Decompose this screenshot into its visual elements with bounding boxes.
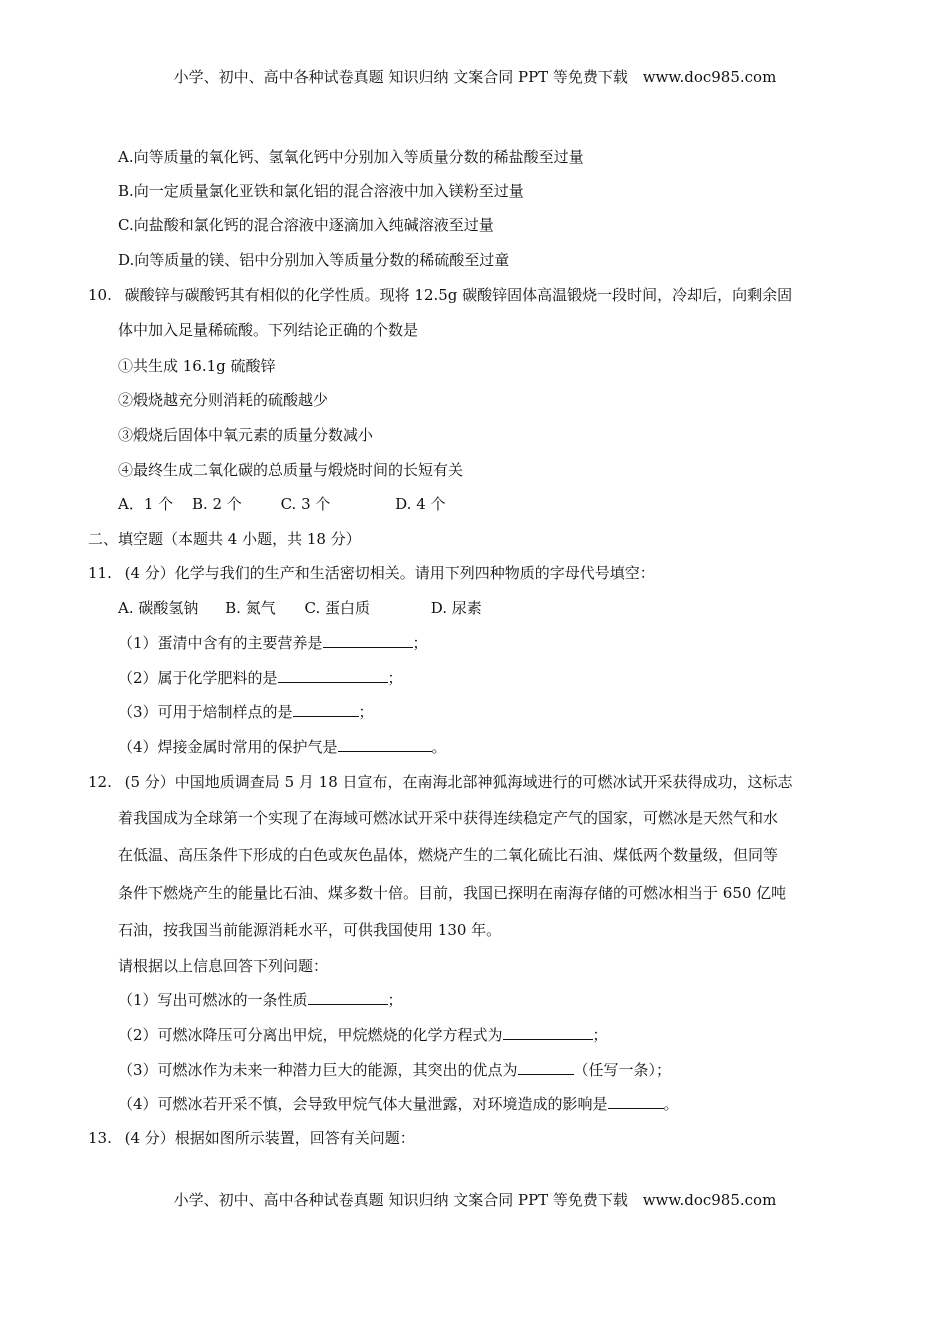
- answer-blank[interactable]: [338, 737, 432, 752]
- answer-blank[interactable]: [308, 990, 388, 1005]
- footer-site[interactable]: www.doc985.com: [642, 1191, 777, 1209]
- q12-part-3: [118, 1060, 671, 1080]
- q12-part-4: [118, 1094, 679, 1114]
- q11-number: 11.: [88, 564, 112, 582]
- q13-stem: (4 分）根据如图所示装置，回答有关问题：: [124, 1129, 415, 1147]
- q12-part-2: [118, 1025, 608, 1045]
- q12-stem-line3: 在低温、高压条件下形成的白色或灰色晶体，燃烧产生的二氧化硫比石油、煤低两个数量级，但同等: [118, 846, 779, 864]
- q10-option-c: C. 3 个: [280, 495, 331, 513]
- q10-statement-2: ②煅烧越充分则消耗的硫酸越少: [118, 391, 329, 409]
- q10-line1: [88, 285, 792, 305]
- q11-part-2-text: （2）属于化学肥料的是: [118, 669, 278, 687]
- q11-part-4: [118, 737, 447, 757]
- q12-part-4-punct: 。: [663, 1095, 679, 1113]
- q10-stem-line2: 体中加入足量稀硫酸。下列结论正确的个数是: [118, 321, 419, 339]
- q10-options: [118, 494, 446, 514]
- q9-option-b: B.向一定质量氯化亚铁和氯化铝的混合溶液中加入镁粉至过量: [118, 182, 524, 200]
- q11-part-1: [118, 633, 428, 653]
- answer-blank[interactable]: [608, 1094, 664, 1109]
- header-text: 小学、初中、高中各种试卷真题 知识归纳 文案合同 PPT 等免费下载: [173, 68, 628, 86]
- q12-part-4-text: （4）可燃冰若开采不慎，会导致甲烷气体大量泄露，对环境造成的影响是: [118, 1095, 608, 1113]
- q12-part-2-punct: ；: [592, 1026, 608, 1044]
- q10-number: 10.: [88, 286, 112, 304]
- q11-option-b: B. 氮气: [225, 599, 276, 617]
- q12-stem-line4: 条件下燃烧产生的能量比石油、煤多数十倍。目前，我国已探明在南海存储的可燃冰相当于 650 亿吨: [118, 884, 787, 902]
- q13-line1: [88, 1128, 415, 1148]
- q13-number: 13.: [88, 1129, 112, 1147]
- q9-option-d: D.向等质量的镁、铝中分别加入等质量分数的稀硫酸至过童: [118, 251, 510, 269]
- q12-stem-line5: 石油，按我国当前能源消耗水平，可供我国使用 130 年。: [118, 921, 502, 939]
- q12-part-3-text: （3）可燃冰作为未来一种潜力巨大的能源，其突出的优点为: [118, 1061, 518, 1079]
- q10-option-b: B. 2 个: [191, 495, 242, 513]
- q12-number: 12.: [88, 773, 112, 791]
- q11-option-d: D. 尿素: [430, 599, 482, 617]
- page-footer: [0, 1189, 950, 1210]
- q10-stem-line1: 碳酸锌与碳酸钙其有相似的化学性质。现将 12.5g 碳酸锌固体高温锻烧一段时间，冷却后，向剩余固: [124, 286, 793, 304]
- q11-part-1-text: （1）蛋清中含有的主要营养是: [118, 634, 323, 652]
- answer-blank[interactable]: [278, 668, 388, 683]
- q9-option-c: C.向盐酸和氯化钙的混合溶液中逐滴加入纯碱溶液至过量: [118, 216, 494, 234]
- q12-intro: 请根据以上信息回答下列问题：: [118, 957, 329, 975]
- answer-blank[interactable]: [518, 1060, 574, 1075]
- q10-statement-1: ①共生成 16.1g 硫酸锌: [118, 357, 276, 375]
- q11-part-4-text: （4）焊接金属时常用的保护气是: [118, 738, 338, 756]
- q10-statement-3: ③煅烧后固体中氧元素的质量分数减小: [118, 426, 374, 444]
- q12-part-1-punct: ；: [387, 991, 403, 1009]
- q12-stem-line1: (5 分）中国地质调查局 5 月 18 日宣布，在南海北部神狐海域进行的可燃冰试开采获得成功，这标志: [124, 773, 793, 791]
- q11-option-c: C. 蛋白质: [304, 599, 370, 617]
- q12-part-1: [118, 990, 403, 1010]
- q11-line1: [88, 563, 655, 583]
- answer-blank[interactable]: [323, 633, 413, 648]
- q11-options: [118, 598, 482, 618]
- footer-text: 小学、初中、高中各种试卷真题 知识归纳 文案合同 PPT 等免费下载: [173, 1191, 628, 1209]
- q9-option-a: A.向等质量的氧化钙、氢氧化钙中分别加入等质量分数的稀盐酸至过量: [118, 148, 584, 166]
- header-site[interactable]: www.doc985.com: [642, 68, 777, 86]
- q11-part-4-punct: 。: [431, 738, 447, 756]
- q10-option-a: A．1 个: [118, 495, 174, 513]
- q11-part-1-punct: ；: [412, 634, 428, 652]
- q10-option-d: D. 4 个: [395, 495, 446, 513]
- q11-part-3: [118, 702, 374, 722]
- section-title: 二、填空题（本题共 4 小题，共 18 分）: [88, 530, 361, 548]
- page-header: [0, 66, 950, 87]
- q11-part-2: [118, 668, 403, 688]
- answer-blank[interactable]: [503, 1025, 593, 1040]
- q12-stem-line2: 着我国成为全球第一个实现了在海域可燃冰试开采中获得连续稳定产气的国家，可燃冰是天然气和水: [118, 809, 779, 827]
- q12-part-3-tail: （任写一条）；: [573, 1061, 672, 1079]
- q11-part-2-punct: ；: [387, 669, 403, 687]
- answer-blank[interactable]: [293, 702, 359, 717]
- q11-stem: (4 分）化学与我们的生产和生活密切相关。请用下列四种物质的字母代号填空：: [124, 564, 655, 582]
- q10-statement-4: ④最终生成二氧化碳的总质量与煅烧时间的长短有关: [118, 461, 464, 479]
- q12-line1: [88, 772, 793, 792]
- q11-part-3-text: （3）可用于焙制样点的是: [118, 703, 293, 721]
- q11-part-3-punct: ；: [358, 703, 374, 721]
- q11-option-a: A. 碳酸氢钠: [118, 599, 199, 617]
- q12-part-2-text: （2）可燃冰降压可分离出甲烷，甲烷燃烧的化学方程式为: [118, 1026, 503, 1044]
- q12-part-1-text: （1）写出可燃冰的一条性质: [118, 991, 308, 1009]
